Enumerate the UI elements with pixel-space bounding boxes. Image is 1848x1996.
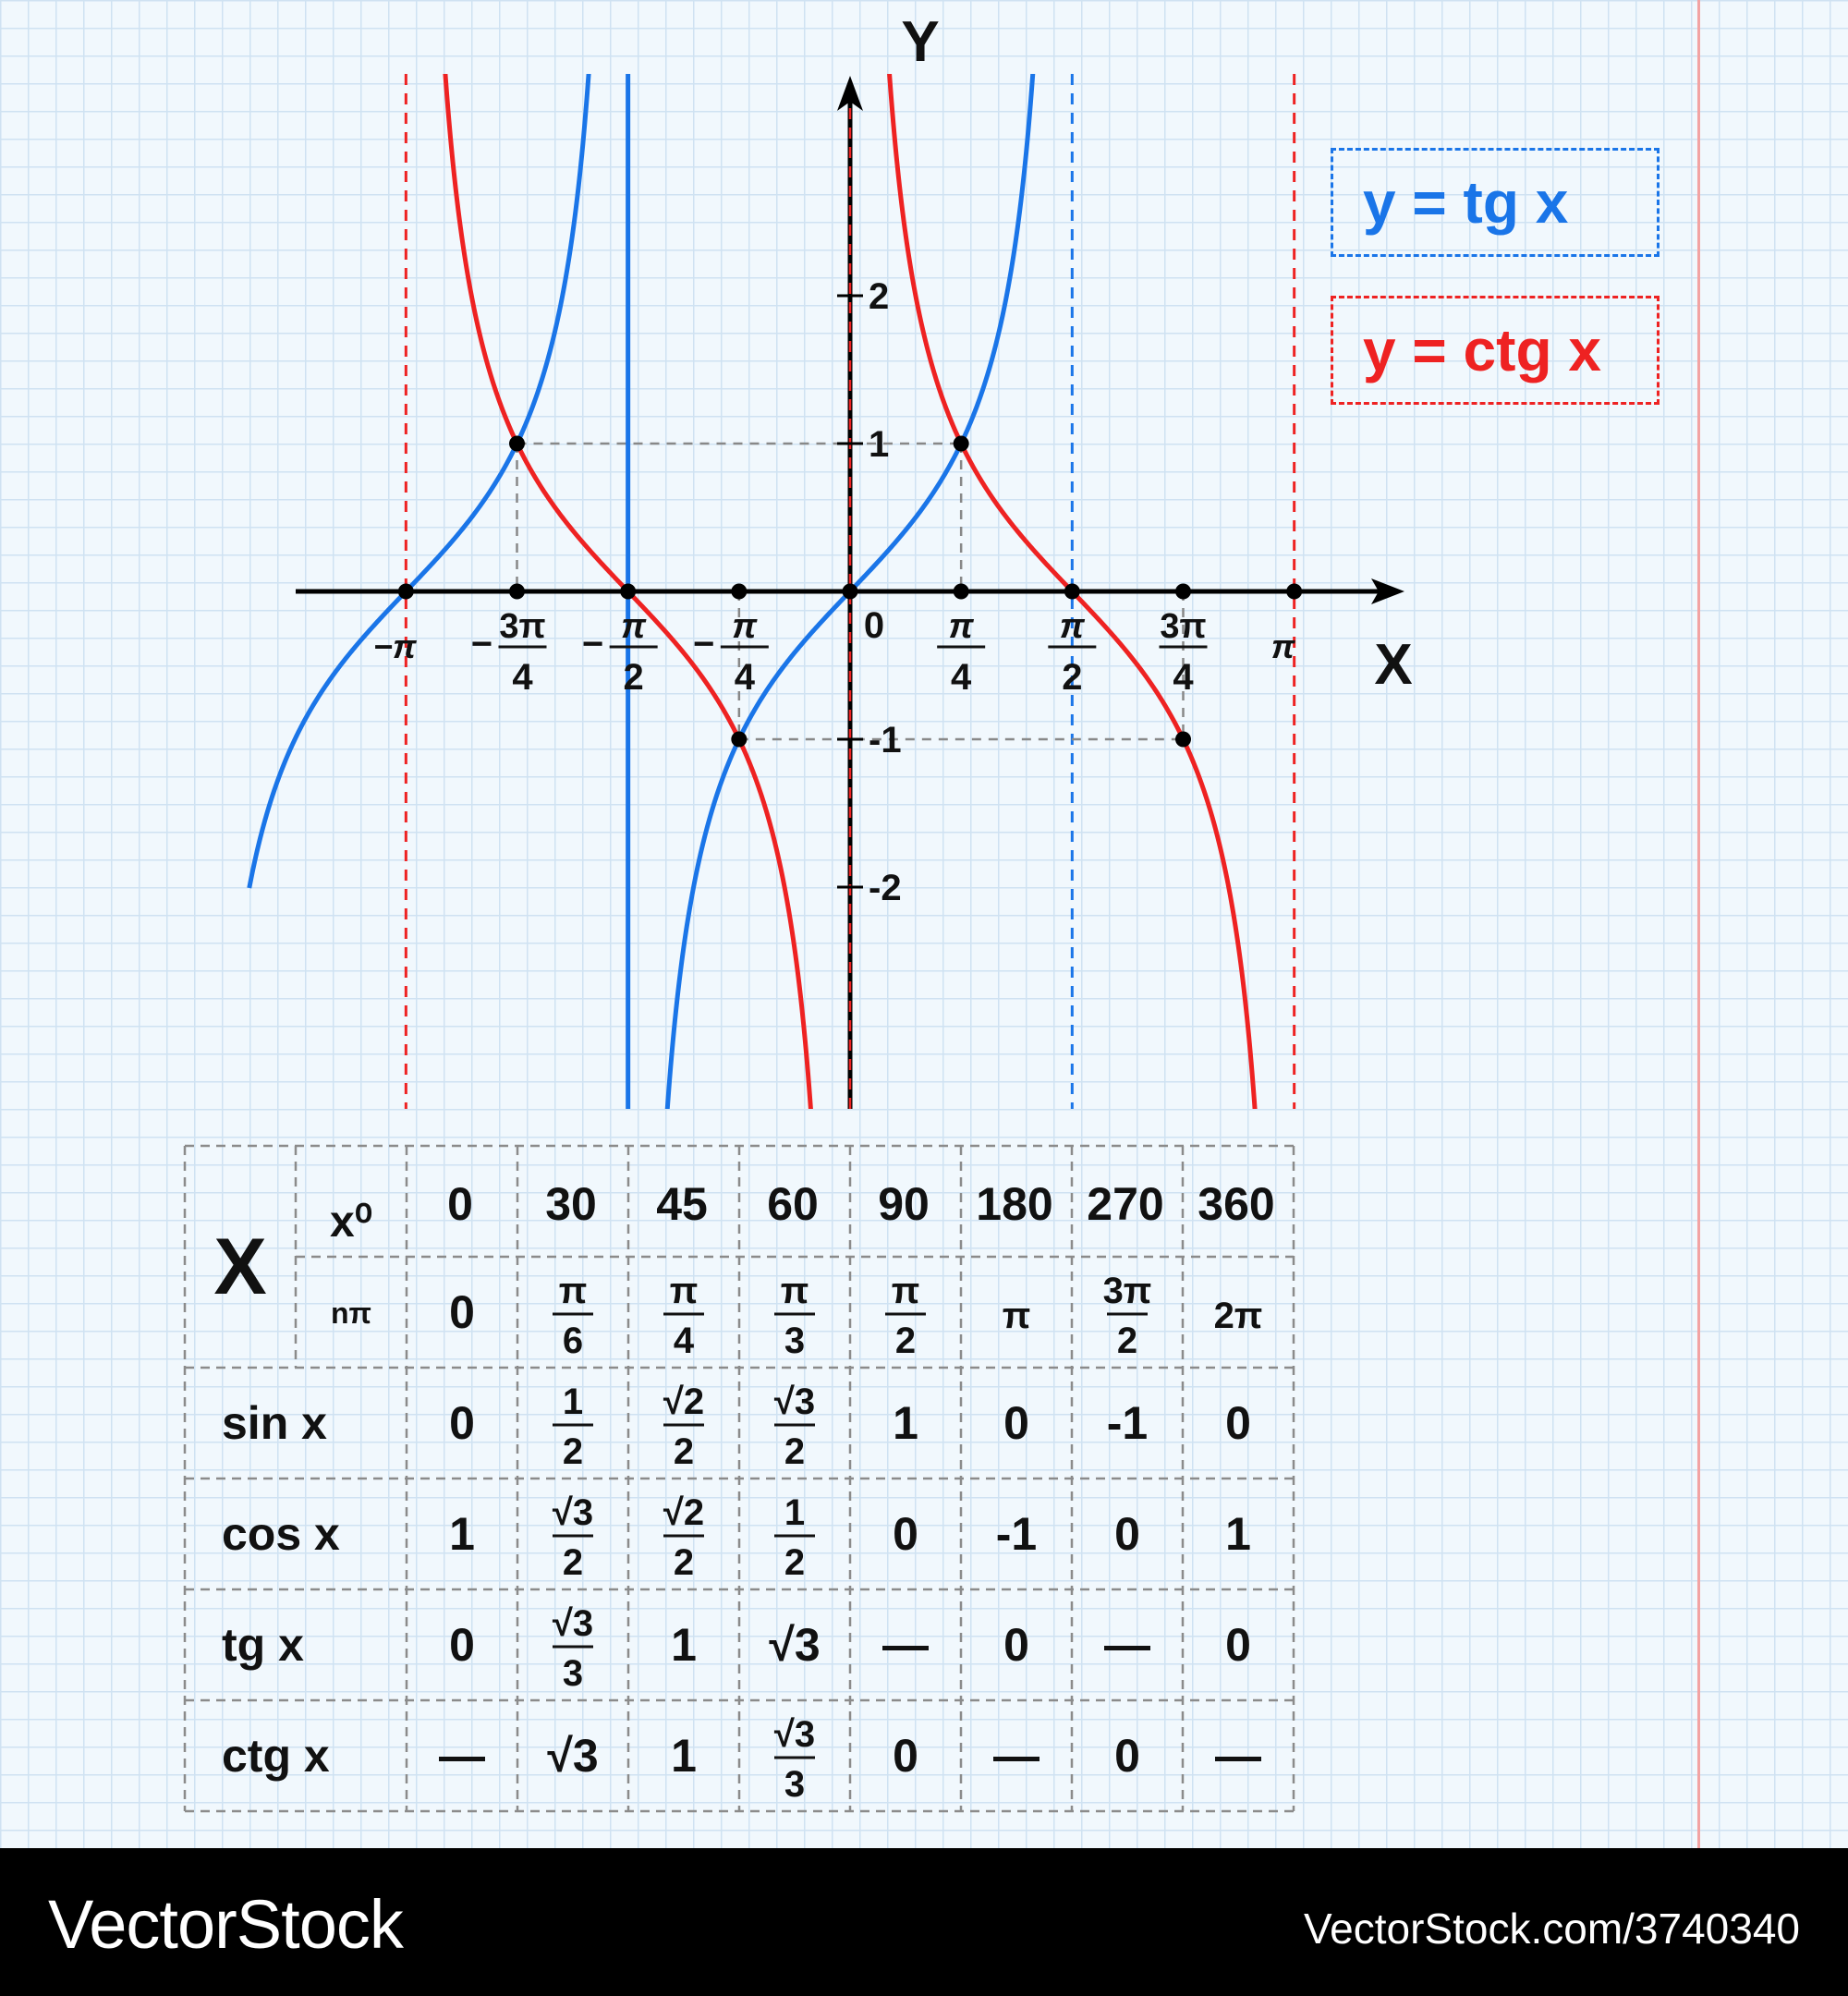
- function-row-label: ctg x: [222, 1730, 330, 1782]
- x-tick-numerator: 3π: [499, 607, 546, 646]
- function-value: 0: [893, 1730, 918, 1782]
- function-value: 1: [671, 1730, 697, 1782]
- function-value: 0: [1114, 1508, 1140, 1560]
- x-tick-denominator: 4: [512, 657, 533, 698]
- x-tick-label: π: [1270, 627, 1295, 665]
- table-big-x-label: X: [213, 1223, 267, 1311]
- function-value: —: [993, 1730, 1040, 1782]
- function-value: 1: [1225, 1508, 1251, 1560]
- y-tick-label: 2: [869, 276, 890, 317]
- function-value: 1: [449, 1508, 475, 1560]
- function-value-numerator: √2: [663, 1381, 705, 1422]
- function-value: 1: [893, 1397, 918, 1449]
- x-tick-numerator: 3π: [1160, 607, 1207, 646]
- function-value-denominator: 3: [784, 1764, 806, 1805]
- function-value-denominator: 2: [673, 1542, 695, 1583]
- function-value-denominator: 2: [562, 1542, 584, 1583]
- x-tick-denominator: 4: [734, 657, 755, 698]
- radian-value-denominator: 2: [894, 1321, 917, 1361]
- function-value: 0: [1225, 1397, 1251, 1449]
- radian-value: 0: [449, 1286, 475, 1338]
- degree-value: 45: [656, 1178, 708, 1230]
- function-value-numerator: √2: [663, 1492, 705, 1533]
- degree-value: 90: [878, 1178, 930, 1230]
- x-tick-numerator: π: [948, 607, 974, 646]
- radian-value-denominator: 3: [784, 1321, 806, 1361]
- x-axis-label: X: [1374, 633, 1413, 697]
- function-row-label: cos x: [222, 1508, 340, 1560]
- function-value-numerator: √3: [552, 1492, 594, 1533]
- function-value: —: [1104, 1619, 1150, 1671]
- x-tick-denominator: 2: [623, 657, 644, 698]
- function-value-numerator: √3: [773, 1714, 816, 1755]
- function-value: 0: [449, 1397, 475, 1449]
- x-tick-numerator: π: [1059, 607, 1085, 646]
- function-value-denominator: 2: [673, 1431, 695, 1472]
- y-tick-label: 1: [869, 424, 890, 465]
- function-value: √3: [769, 1619, 821, 1671]
- x-tick-denominator: 4: [1173, 657, 1194, 698]
- radian-value-denominator: 4: [673, 1321, 695, 1361]
- x-tick-denominator: 2: [1062, 657, 1083, 698]
- function-value: 1: [671, 1619, 697, 1671]
- x-tick-sign: −: [693, 624, 715, 664]
- radian-value-numerator: π: [558, 1271, 588, 1311]
- function-value-numerator: √3: [773, 1381, 816, 1422]
- function-value: 0: [893, 1508, 918, 1560]
- degree-value: 60: [767, 1178, 819, 1230]
- function-value-denominator: 3: [562, 1653, 584, 1694]
- function-value: 0: [449, 1619, 475, 1671]
- brand-logo: VectorStock: [48, 1886, 403, 1963]
- radian-value-numerator: π: [669, 1271, 699, 1311]
- function-value-numerator: 1: [562, 1381, 584, 1422]
- radian-value-denominator: 6: [562, 1321, 584, 1361]
- degree-value: 180: [976, 1178, 1053, 1230]
- function-value: —: [439, 1730, 485, 1782]
- y-axis-label: Y: [901, 10, 940, 74]
- legend-ctg: y = ctg x: [1331, 296, 1660, 405]
- function-row-label: sin x: [222, 1397, 327, 1449]
- radian-value: π: [1002, 1296, 1031, 1336]
- y-tick-label: -2: [869, 868, 902, 908]
- function-value: √3: [547, 1730, 599, 1782]
- radian-value-numerator: 3π: [1102, 1271, 1152, 1311]
- footer-bar: [0, 1848, 1848, 1996]
- footer-url: VectorStock.com/3740340: [1304, 1905, 1800, 1953]
- legend-tg: y = tg x: [1331, 148, 1660, 257]
- function-value-numerator: √3: [552, 1603, 594, 1644]
- degree-value: 270: [1087, 1178, 1164, 1230]
- radian-value-denominator: 2: [1116, 1321, 1138, 1361]
- function-value-denominator: 2: [784, 1542, 806, 1583]
- x-tick-sign: −: [581, 624, 604, 664]
- x-tick-sign: −: [470, 624, 493, 664]
- x-tick-label: −π: [373, 627, 417, 665]
- function-value: -1: [1106, 1397, 1149, 1449]
- x-tick-numerator: π: [621, 607, 647, 646]
- degrees-row-label: x⁰: [330, 1198, 372, 1247]
- function-value-denominator: 2: [784, 1431, 806, 1472]
- table-content: [213, 1178, 1274, 1805]
- function-value-numerator: 1: [784, 1492, 806, 1533]
- function-value: 0: [1114, 1730, 1140, 1782]
- y-tick-label: -1: [869, 720, 902, 761]
- degree-value: 0: [447, 1178, 473, 1230]
- x-tick-denominator: 4: [951, 657, 972, 698]
- radian-value-numerator: π: [891, 1271, 920, 1311]
- function-value-denominator: 2: [562, 1431, 584, 1472]
- function-value: —: [1215, 1730, 1261, 1782]
- origin-label: 0: [863, 605, 885, 646]
- x-tick-numerator: π: [732, 607, 758, 646]
- degree-value: 30: [545, 1178, 597, 1230]
- radian-value: 2π: [1213, 1296, 1263, 1336]
- function-value: -1: [995, 1508, 1038, 1560]
- function-value: —: [882, 1619, 929, 1671]
- radian-value-numerator: π: [780, 1271, 809, 1311]
- function-row-label: tg x: [222, 1619, 304, 1671]
- function-value: 0: [1003, 1397, 1029, 1449]
- function-value: 0: [1003, 1619, 1029, 1671]
- function-value: 0: [1225, 1619, 1251, 1671]
- radians-row-label: nπ: [330, 1296, 372, 1330]
- degree-value: 360: [1198, 1178, 1275, 1230]
